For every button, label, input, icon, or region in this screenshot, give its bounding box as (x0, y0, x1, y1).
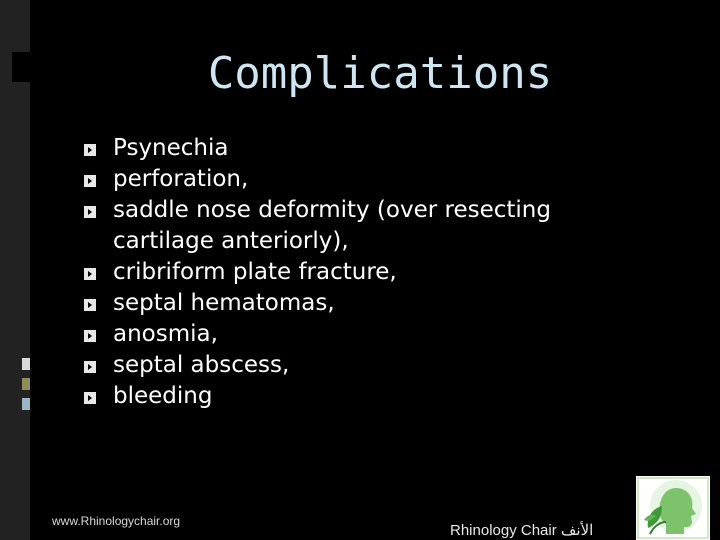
left-edge-marker (22, 378, 30, 390)
square-arrow-bullet-icon (84, 361, 96, 373)
square-arrow-bullet-icon (84, 392, 96, 404)
footer-chair-name: Rhinology Chair (450, 522, 557, 539)
bullet-item (84, 350, 604, 381)
square-arrow-bullet-icon (84, 144, 96, 156)
footer-chair-label (450, 521, 593, 539)
bullet-text: anosmia, (113, 321, 218, 347)
bullet-item (84, 319, 604, 350)
rhinology-logo (636, 476, 710, 540)
bullet-text: cribriform plate fracture, (113, 259, 397, 285)
bullet-item (84, 257, 604, 288)
bullet-text: perforation, (113, 166, 249, 192)
bullet-item (84, 164, 604, 195)
square-arrow-bullet-icon (84, 330, 96, 342)
bullet-item (84, 133, 604, 164)
bullet-text: Psynechia (113, 135, 229, 161)
footer-url: www.Rhinologychair.org (52, 514, 181, 528)
slide-title: Complications (207, 48, 553, 99)
bullet-text: septal abscess, (113, 352, 290, 378)
square-arrow-bullet-icon (84, 268, 96, 280)
square-arrow-bullet-icon (84, 206, 96, 218)
bullet-item (84, 288, 604, 319)
footer-chair-arabic: الأنف (560, 522, 594, 539)
bullet-item (84, 195, 604, 257)
bullet-text: saddle nose deformity (over resecting cartilage anteriorly), (113, 197, 551, 254)
bullet-text: septal hematomas, (113, 290, 335, 316)
bullet-text: bleeding (113, 383, 213, 409)
bullet-list (84, 133, 604, 412)
left-edge-block (12, 52, 30, 82)
left-edge-marker (22, 398, 30, 410)
square-arrow-bullet-icon (84, 175, 96, 187)
left-edge-marker (22, 358, 30, 370)
square-arrow-bullet-icon (84, 299, 96, 311)
head-silhouette-leaf-logo-icon (636, 476, 710, 540)
bullet-item (84, 381, 604, 412)
